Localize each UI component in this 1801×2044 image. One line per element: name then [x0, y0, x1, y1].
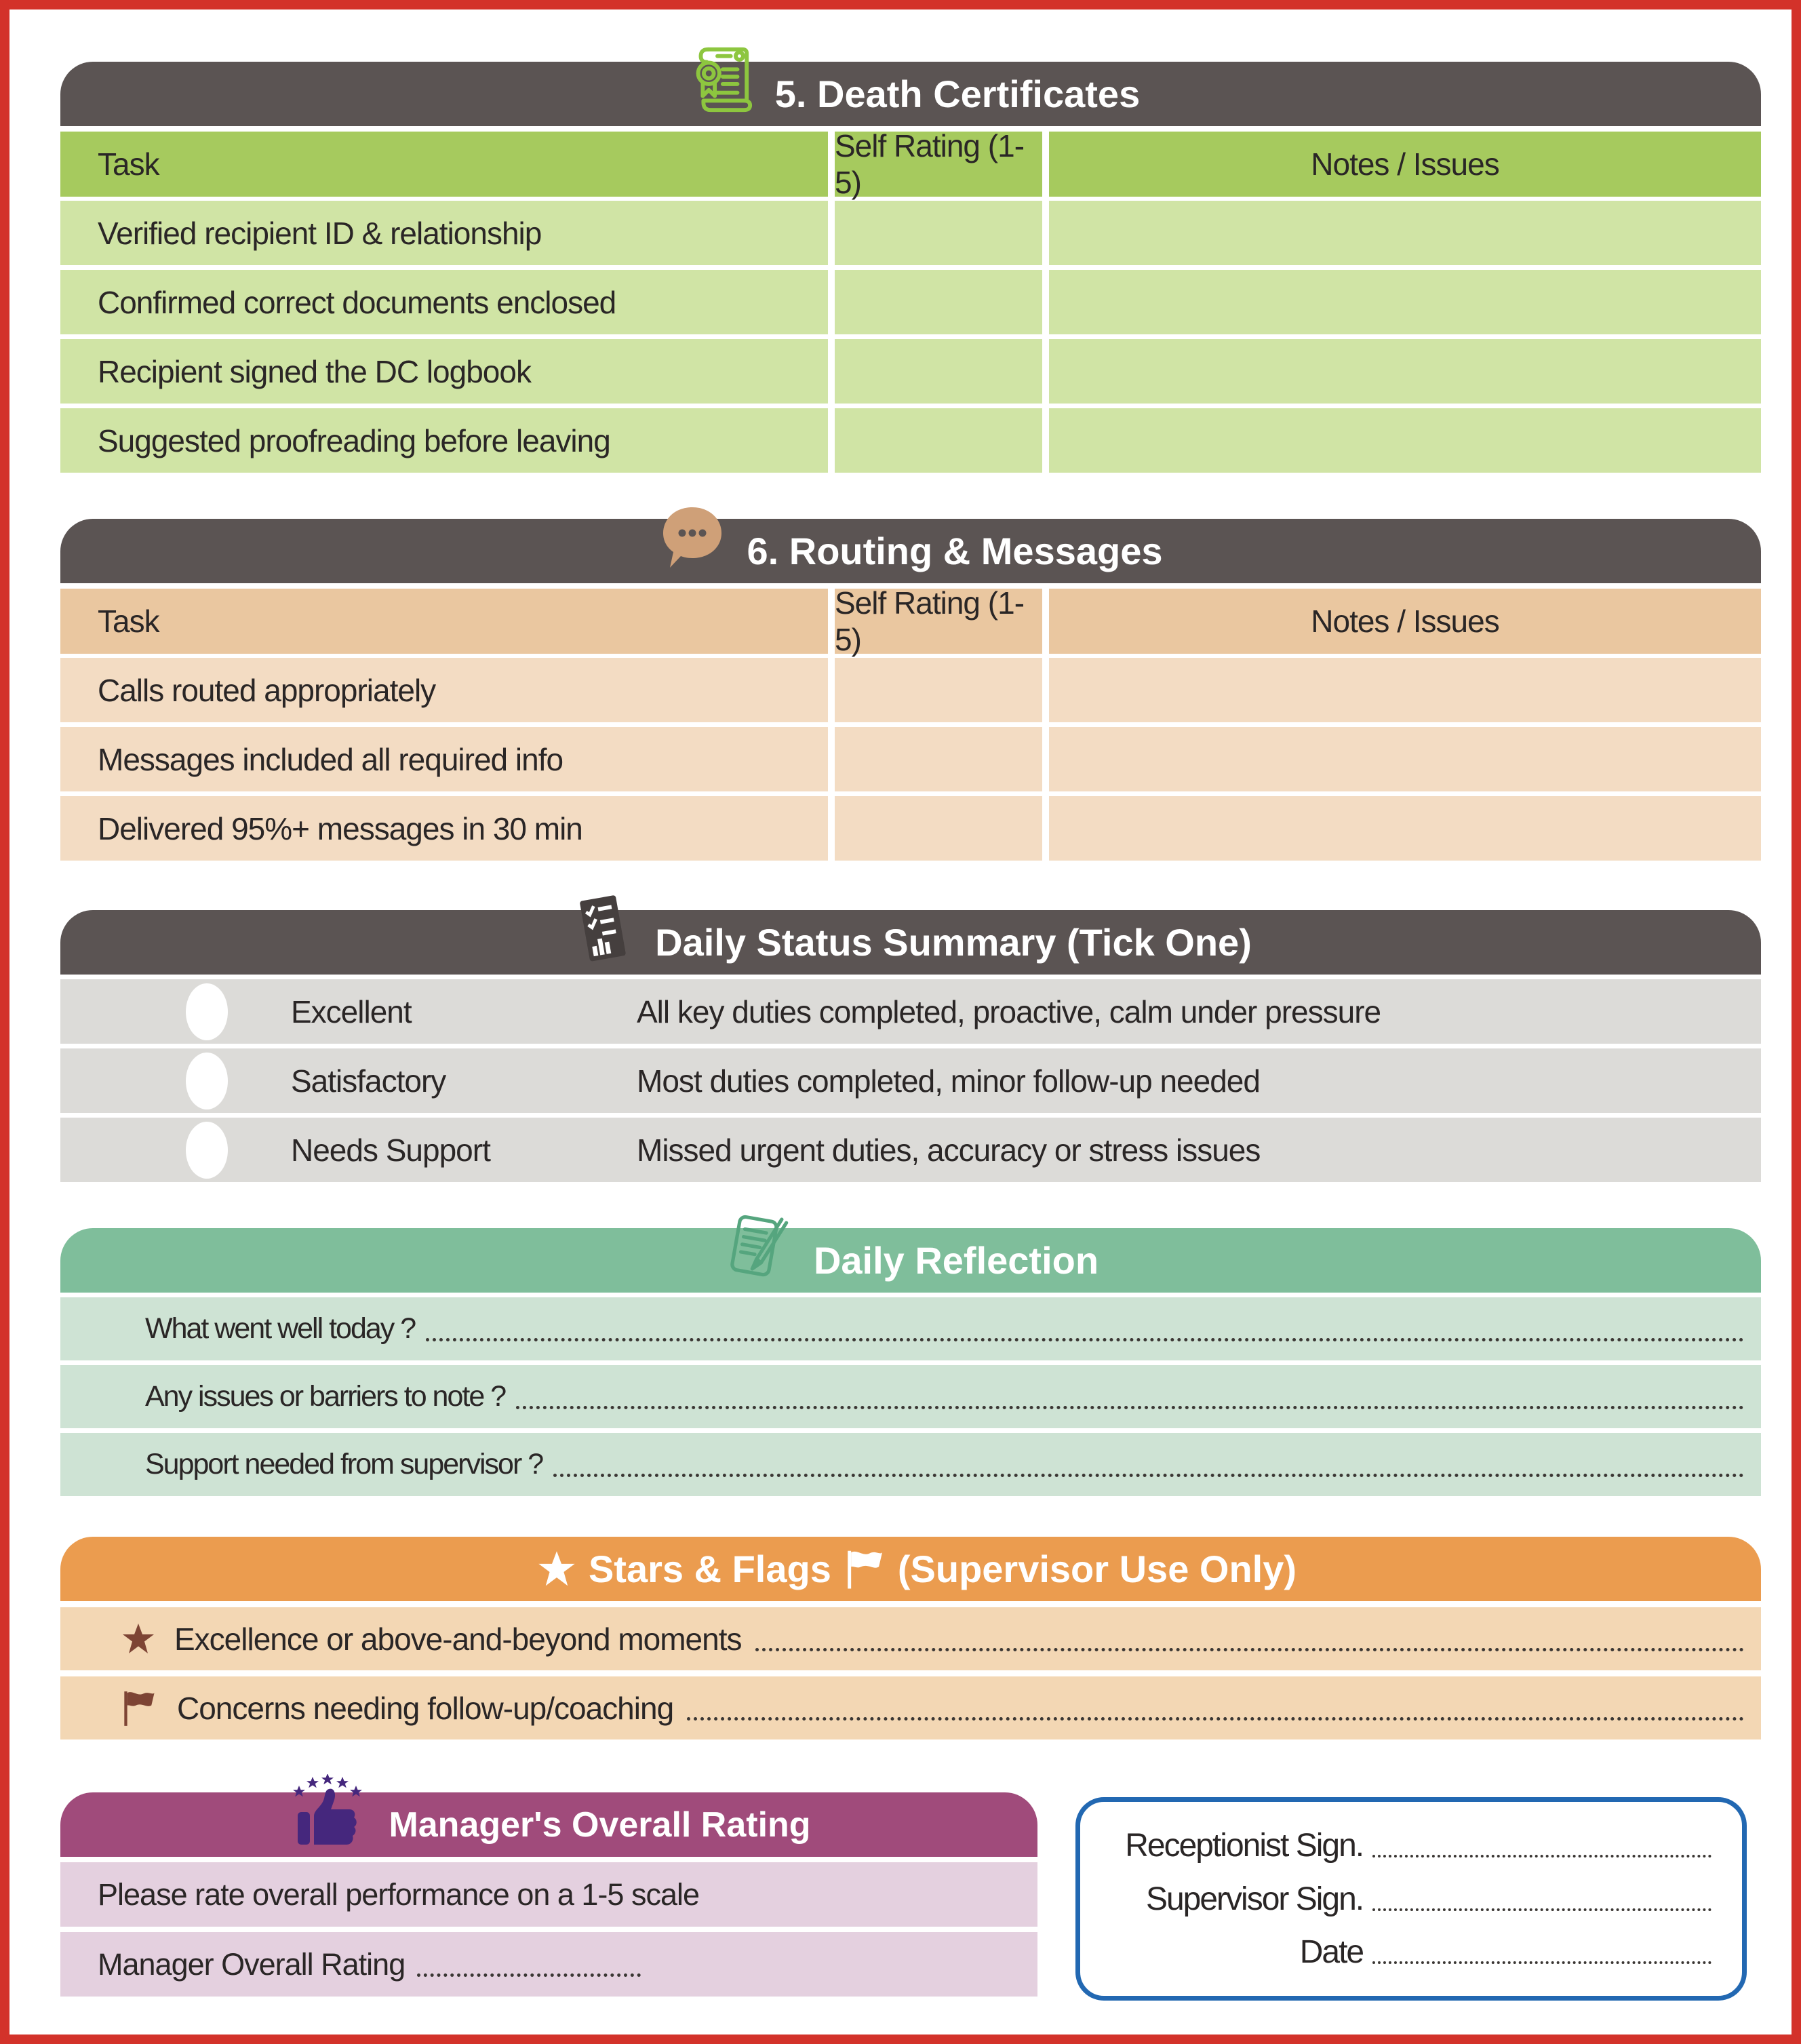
status-option-row — [60, 1118, 1761, 1182]
notepad-pencil-icon — [723, 1208, 793, 1284]
signature-line — [1111, 1933, 1711, 1971]
manager-instruction: Please rate overall performance on a 1-5 scale — [98, 1876, 700, 1912]
status-option-description: All key duties completed, proactive, calm under pressure — [637, 994, 1381, 1029]
manager-instruction-row — [60, 1862, 1037, 1927]
reflection-row — [60, 1297, 1761, 1360]
table-row-task: Confirmed correct documents enclosed — [60, 270, 828, 334]
section-header — [60, 519, 1761, 583]
section-header — [60, 910, 1761, 975]
manager-rating-row — [60, 1932, 1037, 1997]
rating-cell[interactable] — [835, 270, 1042, 334]
certificate-icon — [681, 42, 755, 118]
reflection-row — [60, 1365, 1761, 1428]
receptionist-sign-line[interactable] — [1372, 1855, 1711, 1858]
flag-icon — [121, 1690, 158, 1727]
answer-line[interactable] — [516, 1406, 1744, 1409]
section-header — [60, 1537, 1761, 1601]
notes-cell[interactable] — [1049, 658, 1761, 722]
column-header-rating: Self Rating (1-5) — [835, 589, 1042, 654]
stars-label: Excellence or above-and-beyond moments — [174, 1621, 742, 1657]
section-daily-status — [60, 910, 1761, 1182]
section-daily-reflection — [60, 1228, 1761, 1496]
answer-line[interactable] — [687, 1717, 1744, 1721]
table-row-task: Calls routed appropriately — [60, 658, 828, 722]
answer-line[interactable] — [426, 1338, 1744, 1341]
notes-cell[interactable] — [1049, 727, 1761, 791]
thumbs-up-stars-icon — [287, 1774, 368, 1847]
status-option-label: Satisfactory — [291, 1063, 446, 1099]
supervisor-sign-line[interactable] — [1372, 1908, 1711, 1911]
table-row-task: Suggested proofreading before leaving — [60, 408, 828, 473]
notes-cell[interactable] — [1049, 339, 1761, 404]
death-certificates-table — [60, 128, 1761, 473]
status-option-description: Most duties completed, minor follow-up needed — [637, 1063, 1260, 1099]
table-row-task: Messages included all required info — [60, 727, 828, 791]
section-title-suffix: (Supervisor Use Only) — [897, 1548, 1297, 1590]
section-stars-flags — [60, 1537, 1761, 1740]
signature-line — [1111, 1881, 1711, 1918]
rating-cell[interactable] — [835, 201, 1042, 265]
radio-needs-support[interactable] — [186, 1122, 228, 1179]
reflection-question: Support needed from supervisor ? — [145, 1448, 543, 1480]
star-icon — [121, 1622, 155, 1656]
section-header — [60, 1228, 1761, 1293]
flags-label: Concerns needing follow-up/coaching — [177, 1690, 674, 1726]
status-option-description: Missed urgent duties, accuracy or stress issues — [637, 1132, 1261, 1168]
table-row-task: Delivered 95%+ messages in 30 min — [60, 796, 828, 861]
section-title: Stars & Flags — [588, 1548, 831, 1590]
column-header-task: Task — [60, 132, 828, 197]
column-header-notes: Notes / Issues — [1049, 589, 1761, 654]
signature-line — [1111, 1827, 1711, 1864]
routing-messages-table — [60, 585, 1761, 861]
table-row-task: Verified recipient ID & relationship — [60, 201, 828, 265]
section-title: 5. Death Certificates — [774, 73, 1141, 115]
rating-cell[interactable] — [835, 408, 1042, 473]
answer-line[interactable] — [553, 1474, 1744, 1477]
status-option-label: Needs Support — [291, 1132, 490, 1168]
rating-input-line[interactable] — [417, 1973, 641, 1977]
section-header — [60, 1792, 1037, 1857]
notes-cell[interactable] — [1049, 796, 1761, 861]
status-option-row — [60, 979, 1761, 1044]
date-label: Date — [1299, 1933, 1364, 1970]
flag-icon — [844, 1548, 886, 1590]
rating-cell[interactable] — [835, 658, 1042, 722]
supervisor-sign-label: Supervisor Sign. — [1145, 1881, 1364, 1917]
section-title: 6. Routing & Messages — [747, 530, 1163, 572]
status-option-label: Excellent — [291, 994, 412, 1029]
radio-satisfactory[interactable] — [186, 1053, 228, 1109]
rating-cell[interactable] — [835, 796, 1042, 861]
chat-bubble-icon — [658, 503, 726, 571]
section-title: Daily Reflection — [813, 1239, 1099, 1282]
radio-excellent[interactable] — [186, 983, 228, 1040]
section-routing-messages — [60, 519, 1761, 861]
reflection-row — [60, 1433, 1761, 1496]
date-line[interactable] — [1372, 1961, 1711, 1964]
notes-cell[interactable] — [1049, 201, 1761, 265]
notes-cell[interactable] — [1049, 270, 1761, 334]
section-header — [60, 62, 1761, 126]
notes-cell[interactable] — [1049, 408, 1761, 473]
section-manager-rating — [60, 1792, 1037, 1997]
star-icon — [537, 1550, 576, 1589]
checklist-report-icon — [570, 891, 635, 966]
stars-row — [60, 1607, 1761, 1670]
table-row-task: Recipient signed the DC logbook — [60, 339, 828, 404]
column-header-rating: Self Rating (1-5) — [835, 132, 1042, 197]
column-header-task: Task — [60, 589, 828, 654]
section-title: Manager's Overall Rating — [389, 1805, 811, 1845]
flags-row — [60, 1676, 1761, 1740]
signature-box — [1075, 1797, 1747, 2001]
reflection-question: What went well today ? — [145, 1312, 416, 1345]
reflection-question: Any issues or barriers to note ? — [145, 1380, 506, 1413]
column-header-notes: Notes / Issues — [1049, 132, 1761, 197]
rating-cell[interactable] — [835, 727, 1042, 791]
section-death-certificates — [60, 62, 1761, 473]
rating-cell[interactable] — [835, 339, 1042, 404]
status-option-row — [60, 1048, 1761, 1113]
section-title: Daily Status Summary (Tick One) — [655, 921, 1252, 964]
answer-line[interactable] — [755, 1648, 1745, 1651]
receptionist-sign-label: Receptionist Sign. — [1125, 1828, 1364, 1864]
manager-rating-label: Manager Overall Rating — [98, 1946, 405, 1982]
